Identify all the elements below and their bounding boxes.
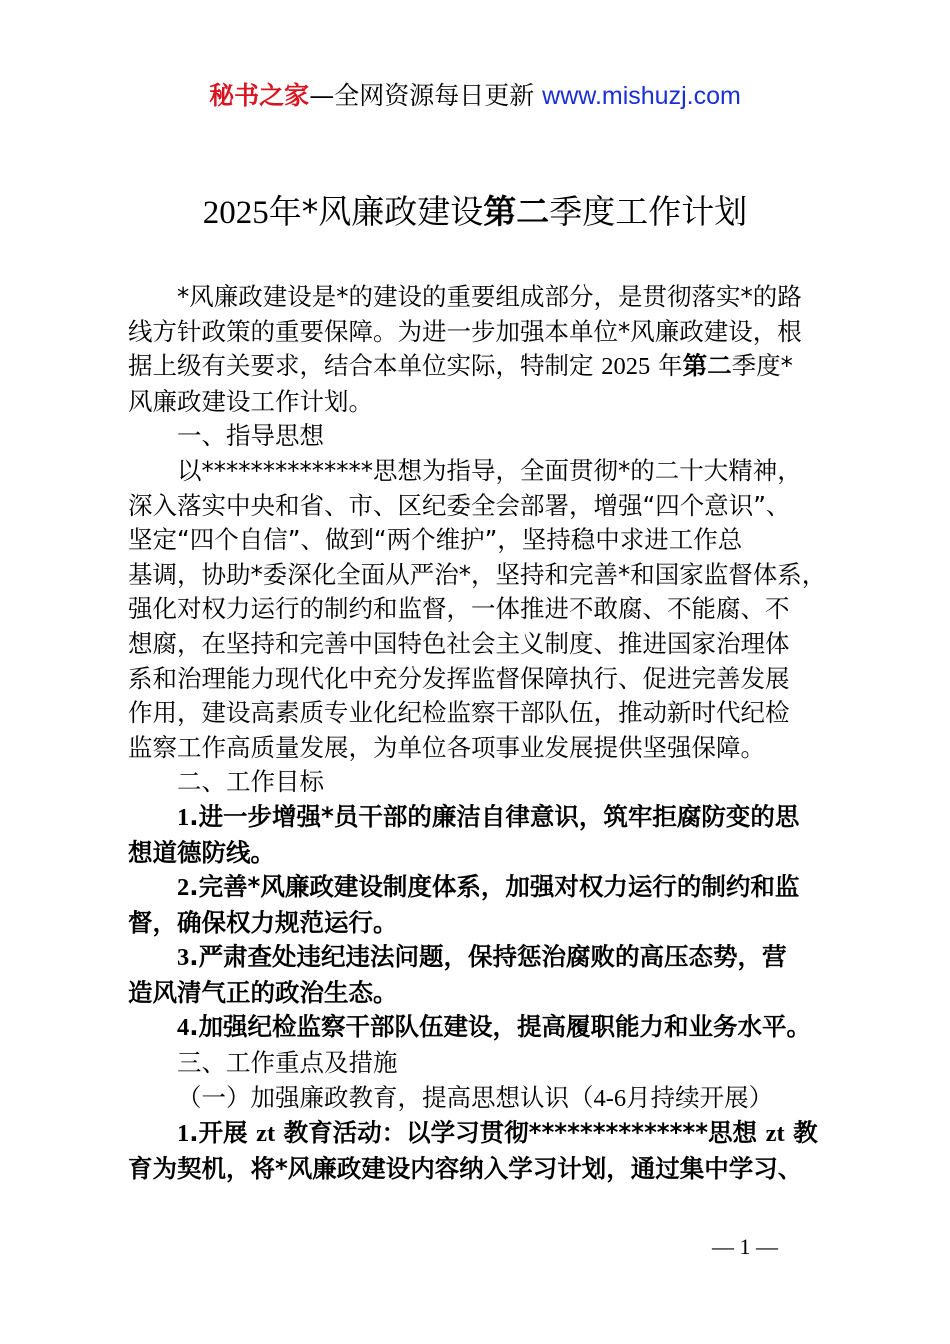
text-line: 线方针政策的重要保障。为进一步加强本单位*风廉政建设，根 [128, 316, 802, 346]
document-body [128, 280, 828, 1186]
text-line: 基调，协助*委深化全面从严治*，坚持和完善*和国家监督体系， [128, 559, 827, 589]
title-bold-part: 第二 [483, 192, 550, 231]
title-part1: 年*风廉政建设 [268, 192, 484, 231]
title-part2: 季度工作计划 [549, 192, 748, 231]
section-heading: 三、工作重点及措施 [177, 1048, 398, 1078]
site-header-banner [0, 80, 950, 112]
text-line: 系和治理能力现代化中充分发挥监督保障执行、促进完善发展 [128, 663, 790, 693]
text-line: 风廉政建设工作计划。 [128, 386, 373, 416]
measure-item: 1.开展 zt 教育活动：以学习贯彻**************思想 zt 教 育为契机，将*风廉政建设内容纳入学习计划，通过集中学习、 [128, 1118, 818, 1183]
document-title [0, 190, 950, 235]
site-url-link[interactable]: www.mishuzj.com [542, 82, 741, 110]
header-tagline: —全网资源每日更新 [309, 81, 535, 110]
text-line: 以**************思想为指导，全面贯彻*的二十大精神， [177, 455, 802, 485]
text-line: 据上级有关要求，结合本单位实际，特制定 2025 年第二季度* [128, 351, 793, 381]
goal-item: 3.严肃查处违纪违法问题，保持惩治腐败的高压态势，营 造风清气正的政治生态。 [128, 942, 787, 1007]
brand-name: 秘书之家 [209, 81, 310, 110]
text-line: *风廉政建设是*的建设的重要组成部分，是贯彻落实*的路 [177, 282, 802, 311]
section-heading: 二、工作目标 [177, 767, 324, 797]
section1-paragraph [128, 454, 828, 765]
title-year: 2025 [202, 195, 269, 231]
section-heading: 一、指导思想 [177, 421, 324, 451]
text-line: 深入落实中央和省、市、区纪委全会部署，增强“四个意识”、 [128, 490, 791, 520]
goal-item: 4.加强纪检监察干部队伍建设，提高履职能力和业务水平。 [177, 1012, 812, 1042]
intro-paragraph [128, 280, 828, 419]
page-number: — 1 — [712, 1234, 778, 1259]
text-line: 监察工作高质量发展，为单位各项事业发展提供坚强保障。 [128, 732, 765, 762]
text-line: 坚定“四个自信”、做到“两个维护”，坚持稳中求进工作总 [128, 525, 743, 555]
text-line: 强化对权力运行的制约和监督，一体推进不敢腐、不能腐、不 [128, 594, 790, 624]
text-line: 想腐，在坚持和完善中国特色社会主义制度、推进国家治理体 [128, 628, 790, 658]
goal-item: 1.进一步增强*员干部的廉洁自律意识，筑牢拒腐防变的思 想道德防线。 [128, 801, 800, 867]
subsection-heading: （一）加强廉政教育，提高思想认识（4-6月持续开展） [177, 1082, 774, 1112]
text-line: 作用，建设高素质专业化纪检监察干部队伍，推动新时代纪检 [128, 698, 790, 728]
goal-item: 2.完善*风廉政建设制度体系，加强对权力运行的制约和监 督，确保权力规范运行。 [128, 872, 800, 937]
